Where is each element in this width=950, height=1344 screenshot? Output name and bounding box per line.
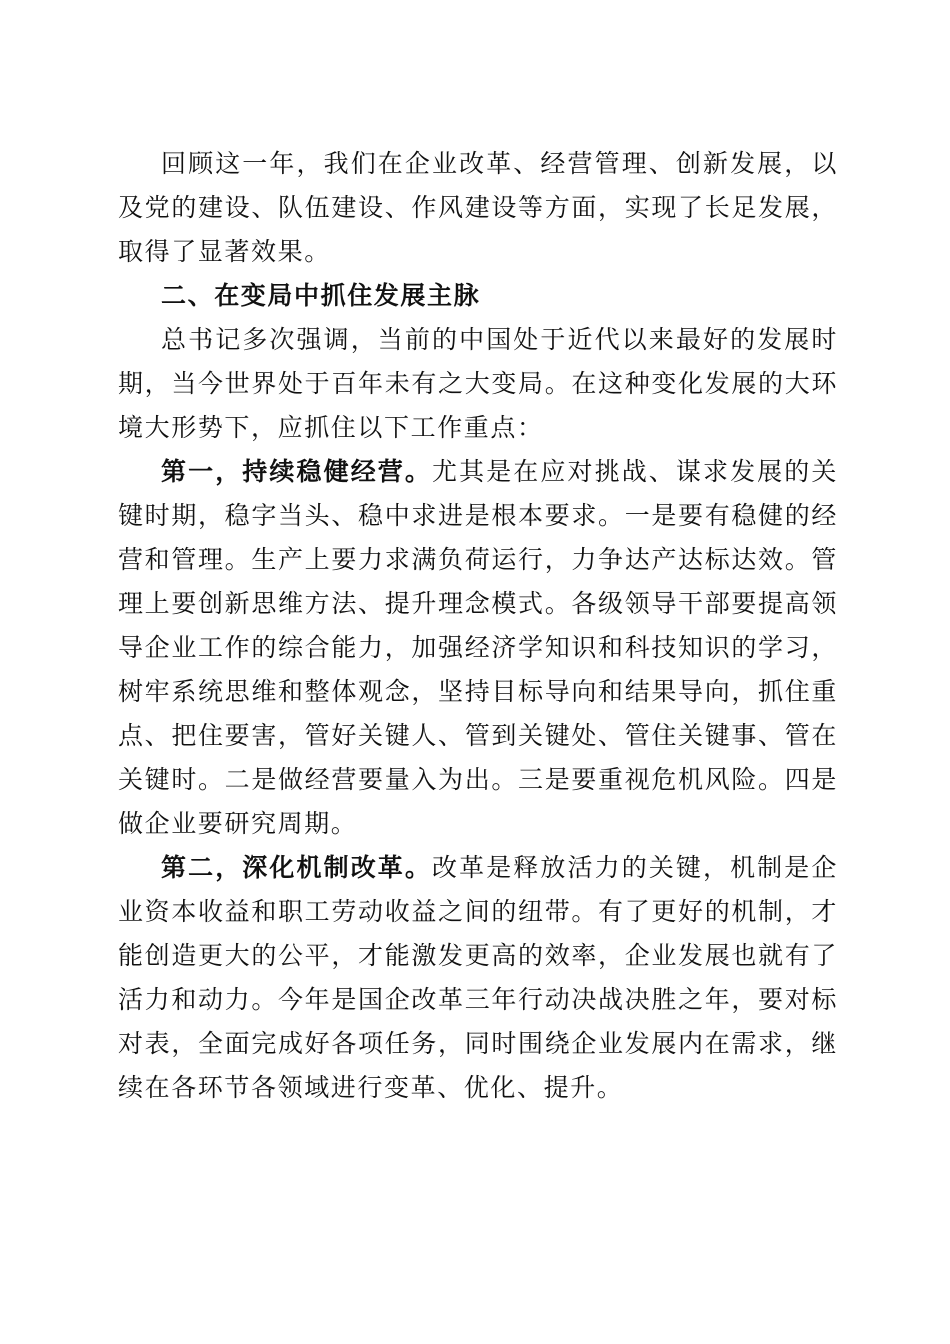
paragraph-second-point xyxy=(118,846,838,1110)
section-heading-2: 二、在变局中抓住发展主脉 xyxy=(161,281,481,310)
paragraph-context: 总书记多次强调，当前的中国处于近代以来最好的发展时期，当今世界处于百年未有之大变局。在这种变化发展的大环境大形势下，应抓住以下工作重点： xyxy=(118,325,838,442)
document-body xyxy=(118,142,838,1110)
paragraph-first-point xyxy=(118,450,838,846)
second-point-body: 改革是释放活力的关键，机制是企业资本收益和职工劳动收益之间的纽带。有了更好的机制，才能创造更大的公平，才能激发更高的效率，企业发展也就有了活力和动力。今年是国企改革三年行动决战决胜之年，要对标对表，全面完成好各项任务，同时围绕企业发展内在需求，继续在各环节各领域进行变革、优化、提升。 xyxy=(118,853,838,1102)
first-point-lead: 第一，持续稳健经营。 xyxy=(161,457,432,486)
first-point-body: 尤其是在应对挑战、谋求发展的关键时期，稳字当头、稳中求进是根本要求。一是要有稳健的经营和管理。生产上要力求满负荷运行，力争达产达标达效。管理上要创新思维方法、提升理念模式。各级领导干部要提高领导企业工作的综合能力，加强经济学知识和科技知识的学习，树牢系统思维和整体观念，坚持目标导向和结果导向，抓住重点、把住要害，管好关键人、管到关键处、管住关键事、管在关键时。二是做经营要量入为出。三是要重视危机风险。四是做企业要研究周期。 xyxy=(118,457,838,838)
paragraph-review: 回顾这一年，我们在企业改革、经营管理、创新发展，以及党的建设、队伍建设、作风建设等方面，实现了长足发展，取得了显著效果。 xyxy=(118,149,838,266)
second-point-lead: 第二，深化机制改革。 xyxy=(161,853,432,882)
